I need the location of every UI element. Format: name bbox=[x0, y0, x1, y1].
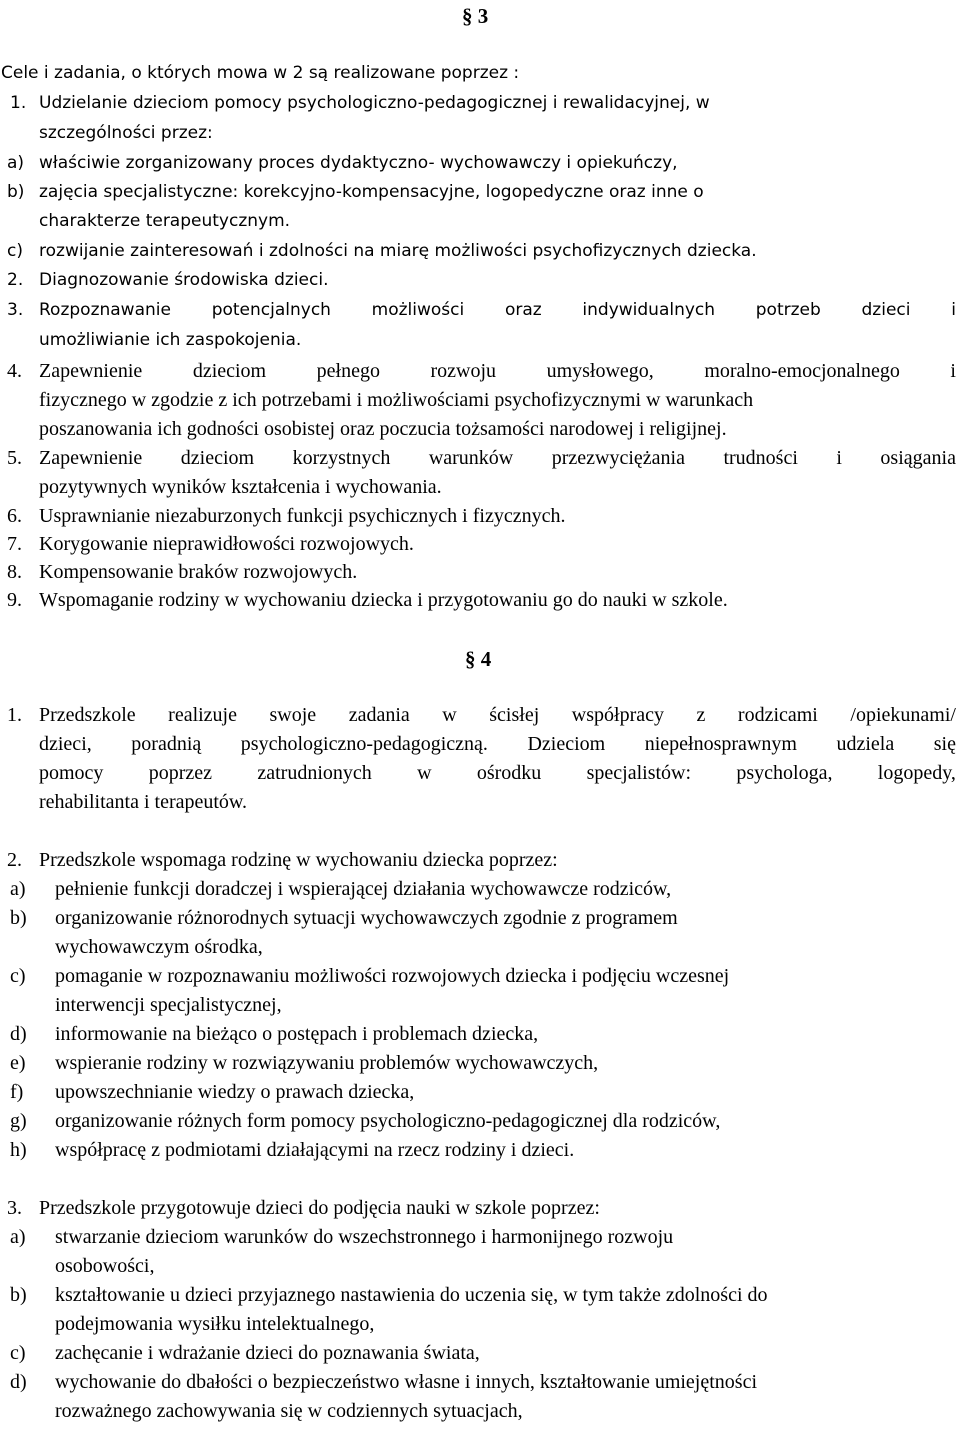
list-marker: a) bbox=[10, 1226, 26, 1248]
word: Zapewnienie bbox=[39, 360, 143, 382]
word: warunków bbox=[428, 447, 514, 469]
section-3-intro: Cele i zadania, o których mowa w 2 są realizowane poprzez : bbox=[1, 63, 520, 83]
list-marker: 2. bbox=[7, 270, 24, 290]
list-item-text: właściwie zorganizowany proces dydaktyczno- wychowawczy i opiekuńczy, bbox=[39, 153, 678, 173]
list-item-text: rozważnego zachowywania się w codziennych sytuacjach, bbox=[55, 1400, 523, 1422]
word: i bbox=[836, 447, 842, 469]
paragraph-text: rehabilitanta i terapeutów. bbox=[39, 791, 248, 813]
list-marker: a) bbox=[10, 878, 26, 900]
list-item-text: stwarzanie dzieciom warunków do wszechstronnego i harmonijnego rozwoju bbox=[55, 1226, 674, 1248]
list-item-text: Usprawnianie niezaburzonych funkcji psychicznych i fizycznych. bbox=[39, 505, 566, 527]
word: moralno-emocjonalnego bbox=[704, 360, 900, 382]
word: poprzez bbox=[148, 762, 213, 784]
paragraph-intro: Przedszkole wspomaga rodzinę w wychowaniu dziecka poprzez: bbox=[39, 849, 558, 871]
word: psychologiczno-pedagogiczną. bbox=[240, 733, 488, 755]
list-marker: 2. bbox=[7, 849, 22, 871]
list-item-text: umożliwianie ich zaspokojenia. bbox=[39, 330, 302, 350]
list-marker: h) bbox=[10, 1139, 27, 1161]
word: możliwości bbox=[371, 300, 465, 320]
list-item-text: Wspomaganie rodziny w wychowaniu dziecka i przygotowaniu go do nauki w szkole. bbox=[39, 589, 728, 611]
list-item-text: pozytywnych wyników kształcenia i wychowania. bbox=[39, 476, 442, 498]
word: potencjalnych bbox=[211, 300, 331, 320]
list-item-text: Diagnozowanie środowiska dzieci. bbox=[39, 270, 329, 290]
list-item-text: Korygowanie nieprawidłowości rozwojowych. bbox=[39, 533, 414, 555]
word: potrzeb bbox=[755, 300, 821, 320]
word: niepełnosprawnym bbox=[644, 733, 797, 755]
word: w bbox=[417, 762, 432, 784]
list-item-text: fizycznego w zgodzie z ich potrzebami i możliwościami psychofizycznymi w warunkach bbox=[39, 389, 754, 411]
list-marker: b) bbox=[10, 907, 27, 929]
paragraph-text bbox=[39, 705, 956, 725]
word: specjalistów: bbox=[586, 762, 692, 784]
paragraph-text bbox=[39, 763, 956, 783]
section-4-heading: § 4 bbox=[465, 647, 492, 671]
word: Rozpoznawanie bbox=[39, 300, 171, 320]
list-item-text: zajęcia specjalistyczne: korekcyjno-kompensacyjne, logopedyczne oraz inne o bbox=[39, 182, 704, 202]
word: przezwyciężania bbox=[551, 447, 685, 469]
list-marker: c) bbox=[10, 1342, 26, 1364]
word: swoje bbox=[269, 704, 317, 726]
list-marker: 4. bbox=[7, 360, 22, 382]
word: /opiekunami/ bbox=[850, 704, 956, 726]
list-marker: 6. bbox=[7, 505, 22, 527]
word: dzieciom bbox=[180, 447, 255, 469]
list-item-text: Udzielanie dzieciom pomocy psychologiczno-pedagogicznej i rewalidacyjnej, w bbox=[39, 93, 710, 113]
list-marker: f) bbox=[10, 1081, 24, 1103]
list-marker: 9. bbox=[7, 589, 22, 611]
word: psychologa, bbox=[736, 762, 833, 784]
list-item-text: wspieranie rodziny w rozwiązywaniu problemów wychowawczych, bbox=[55, 1052, 599, 1074]
list-marker: 1. bbox=[7, 704, 22, 726]
list-item-text: poszanowania ich godności osobistej oraz poczucia tożsamości narodowej i religijnej. bbox=[39, 418, 727, 440]
list-item-text: interwencji specjalistycznej, bbox=[55, 994, 282, 1016]
word: dzieci, bbox=[39, 733, 92, 755]
word: pełnego bbox=[316, 360, 380, 382]
list-item-text bbox=[39, 448, 956, 468]
word: realizuje bbox=[168, 704, 237, 726]
paragraph-text bbox=[39, 734, 956, 754]
word: rodzicami bbox=[737, 704, 818, 726]
word: poradnią bbox=[131, 733, 202, 755]
list-item-text: charakterze terapeutycznym. bbox=[39, 211, 291, 231]
list-marker: 3. bbox=[7, 1197, 22, 1219]
paragraph-intro: Przedszkole przygotowuje dzieci do podjęcia nauki w szkole poprzez: bbox=[39, 1197, 600, 1219]
word: umysłowego, bbox=[546, 360, 654, 382]
word: pomocy bbox=[39, 762, 104, 784]
word: i bbox=[950, 360, 956, 382]
word: udziela bbox=[836, 733, 895, 755]
word: zatrudnionych bbox=[257, 762, 372, 784]
list-item-text: szczególności przez: bbox=[39, 123, 213, 143]
word: Zapewnienie bbox=[39, 447, 143, 469]
list-item-text: organizowanie różnych form pomocy psychologiczno-pedagogicznej dla rodziców, bbox=[55, 1110, 721, 1132]
list-marker: d) bbox=[10, 1371, 27, 1393]
section-3-heading: § 3 bbox=[462, 4, 489, 28]
word: trudności bbox=[723, 447, 798, 469]
list-marker: a) bbox=[7, 153, 25, 173]
list-item-text: informowanie na bieżąco o postępach i problemach dziecka, bbox=[55, 1023, 539, 1045]
word: ścisłej bbox=[489, 704, 540, 726]
list-item-text: organizowanie różnorodnych sytuacji wychowawczych zgodnie z programem bbox=[55, 907, 678, 929]
word: Przedszkole bbox=[39, 704, 136, 726]
word: i bbox=[951, 300, 956, 320]
list-item-text: podejmowania wysiłku intelektualnego, bbox=[55, 1313, 375, 1335]
list-marker: b) bbox=[7, 182, 25, 202]
list-marker: 7. bbox=[7, 533, 22, 555]
list-marker: 5. bbox=[7, 447, 22, 469]
word: dzieciom bbox=[192, 360, 267, 382]
list-item-text: Kompensowanie braków rozwojowych. bbox=[39, 561, 358, 583]
list-item-text: kształtowanie u dzieci przyjaznego nastawienia do uczenia się, w tym także zdolności do bbox=[55, 1284, 768, 1306]
list-item-text: pomaganie w rozpoznawaniu możliwości rozwojowych dziecka i podjęciu wczesnej bbox=[55, 965, 730, 987]
list-item-text: upowszechnianie wiedzy o prawach dziecka, bbox=[55, 1081, 415, 1103]
list-item-text: współpracę z podmiotami działającymi na rzecz rodziny i dzieci. bbox=[55, 1139, 575, 1161]
word: dzieci bbox=[861, 300, 911, 320]
word: Dzieciom bbox=[527, 733, 606, 755]
list-marker: d) bbox=[10, 1023, 27, 1045]
word: indywidualnych bbox=[582, 300, 716, 320]
word: ośrodku bbox=[476, 762, 542, 784]
list-item-text: pełnienie funkcji doradczej i wspierającej działania wychowawcze rodziców, bbox=[55, 878, 672, 900]
list-marker: e) bbox=[10, 1052, 26, 1074]
word: zadania bbox=[348, 704, 410, 726]
list-item-text: osobowości, bbox=[55, 1255, 155, 1277]
word: oraz bbox=[504, 300, 542, 320]
word: logopedy, bbox=[877, 762, 956, 784]
word: z bbox=[696, 704, 706, 726]
word: osiągania bbox=[880, 447, 956, 469]
list-marker: 1. bbox=[10, 93, 27, 113]
list-item-text bbox=[39, 302, 956, 319]
list-marker: g) bbox=[10, 1110, 27, 1132]
list-item-text: rozwijanie zainteresowań i zdolności na miarę możliwości psychofizycznych dziecka. bbox=[39, 241, 757, 261]
list-marker: b) bbox=[10, 1284, 27, 1306]
list-marker: 8. bbox=[7, 561, 22, 583]
list-marker: 3. bbox=[7, 300, 24, 320]
word: w bbox=[442, 704, 457, 726]
list-item-text: zachęcanie i wdrażanie dzieci do poznawania świata, bbox=[55, 1342, 480, 1364]
list-item-text: wychowawczym ośrodka, bbox=[55, 936, 263, 958]
list-item-text bbox=[39, 361, 956, 381]
list-marker: c) bbox=[7, 241, 23, 261]
list-item-text: wychowanie do dbałości o bezpieczeństwo własne i innych, kształtowanie umiejętności bbox=[55, 1371, 758, 1393]
word: się bbox=[933, 733, 956, 755]
word: współpracy bbox=[571, 704, 664, 726]
word: rozwoju bbox=[430, 360, 497, 382]
word: korzystnych bbox=[292, 447, 391, 469]
list-marker: c) bbox=[10, 965, 26, 987]
